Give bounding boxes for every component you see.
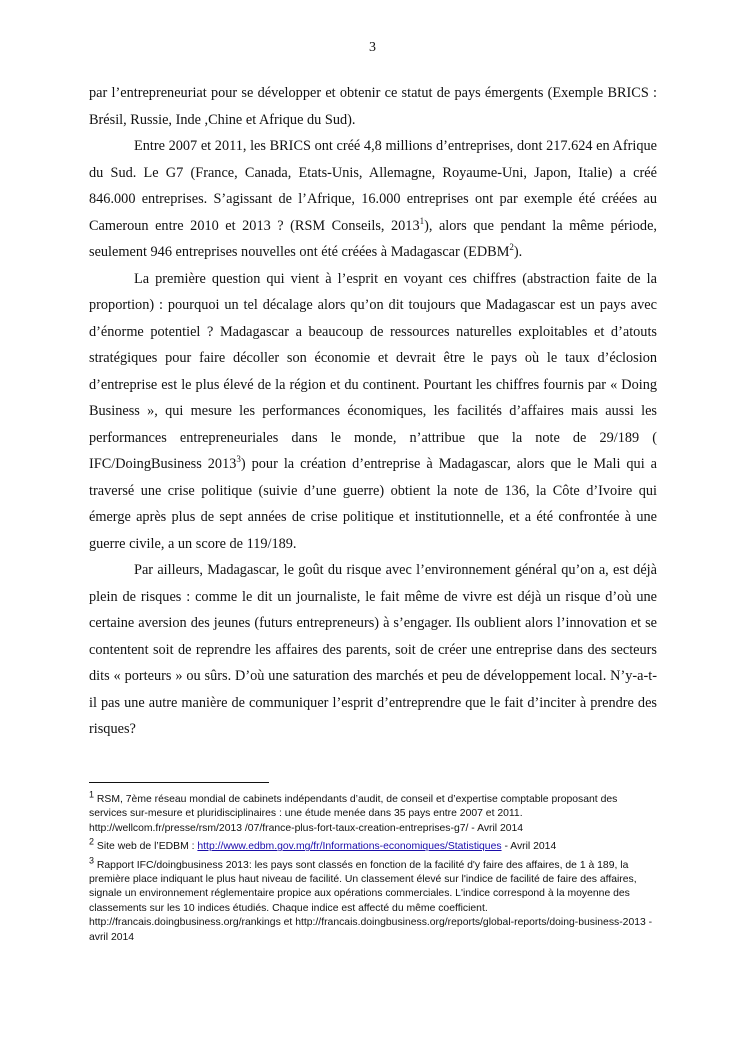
text-run: Rapport IFC/doingbusiness 2013: les pays sont classés en fonction de la facilité d'y faire des affaires, de 1 à 189, la première place indiquant le plus haut niveau de facilité. Un classement élevé sur l'indice de facilité de faire des affaires, signale un environnement réglementaire propice aux opérations commerciales. L'indice correspond à la moyenne des classements sur les 10 indices étudiés. Chaque indice est affecté du même coefficient. http://francais.doingbusiness.org/rankings et http://francais.doingbusiness.org/reports/global-reports/doing-business-2013 - avril 2014 — [89, 859, 653, 943]
footnote-link[interactable]: http://www.edbm.gov.mg/fr/Informations-economiques/Statistiques — [197, 841, 502, 853]
footnote — [89, 836, 657, 854]
text-run: ), alors que pendant la même période, seulement 946 entreprises nouvelles ont été créées à Madagascar (EDBM — [89, 217, 657, 260]
paragraph — [89, 266, 657, 558]
footnote-separator — [89, 782, 269, 783]
text-run: RSM, 7ème réseau mondial de cabinets indépendants d’audit, de conseil et d’expertise comptable proposant des services sur-mesure et pluridisciplinaires : une étude menée dans 35 pays entre 2007 et 2011. http://wellcom.fr/presse/rsm/2013 /07/france-plus-fort-taux-creation-entreprises-g7/ - Avril 2014 — [89, 794, 618, 834]
text-run: Site web de l’EDBM : — [94, 841, 198, 853]
footnote-number: 1 — [89, 789, 95, 800]
text-run: Entre 2007 et 2011, les BRICS ont créé 4,8 millions d’entreprises, dont 217.624 en Afrique du Sud. Le G7 (France, Canada, Etats-Unis, Allemagne, Royaume-Uni, Japon, Italie) a créé 846.000 entreprises. S’agissant de l’Afrique, 16.000 entreprises ont par exemple été créées au Cameroun entre 2010 et 2013 ? (RSM Conseils, 2013 — [89, 138, 657, 234]
text-run: La première question qui vient à l’esprit en voyant ces chiffres (abstraction faite de la proportion) : pourquoi un tel décalage alors qu’on dit toujours que Madagascar est un pays avec d’énorme potentiel ? Madagascar a beaucoup de ressources naturelles exploitables et d’atouts stratégiques pour faire décoller son économie et devrait être le pays où le taux d’éclosion d’entreprise est le plus élevé de la région et du continent. Pourtant les chiffres fournis par « Doing Business », qui mesure les performances économiques, les facilités d’affaires mais aussi les performances entrepreneuriales dans le monde, n’attribue que la note de 29/189 ( IFC/DoingBusiness 2013 — [89, 270, 657, 472]
text-run: - Avril 2014 — [501, 841, 557, 853]
footnotes — [89, 789, 657, 949]
paragraph — [89, 80, 657, 133]
text-run: ). — [513, 244, 523, 260]
body-text — [89, 80, 657, 743]
footnote-reference: 3 — [236, 454, 241, 465]
text-run: ) pour la création d’entreprise à Madagascar, alors que le Mali qui a traversé une crise politique (suivie d’une guerre) obtient la note de 136, la Côte d’Ivoire qui émerge après plus de sept années de crise politique et institutionnelle, et a été confrontée à une guerre civile, a un score de 119/189. — [89, 456, 658, 552]
text-run: Par ailleurs, Madagascar, le goût du risque avec l’environnement général qu’on a, est déjà plein de risques : comme le dit un journaliste, le fait même de vivre est déjà un risque d’où une certaine aversion des jeunes (futurs entrepreneurs) à s’engager. Ils oublient alors l’innovation et se contentent soit de reprendre les affaires des parents, soit de créer une entreprise dans des secteurs dits « porteurs » ou sûrs. D’où une saturation des marchés et peu de développement local. N’y-a-t-il pas une autre manière de communiquer l’esprit d’entreprendre que le fait d’inciter à prendre des risques? — [89, 562, 657, 737]
page-number: 3 — [369, 40, 376, 55]
paragraph — [89, 133, 657, 266]
footnote-number: 3 — [89, 855, 95, 866]
footnote-reference: 2 — [509, 242, 514, 253]
footnote-reference: 1 — [419, 215, 425, 226]
footnote — [89, 855, 657, 945]
text-run: par l’entrepreneuriat pour se développer et obtenir ce statut de pays émergents (Exemple BRICS : Brésil, Russie, Inde ,Chine et Afrique du Sud). — [89, 85, 657, 128]
footnote-number: 2 — [89, 836, 95, 847]
footnote — [89, 789, 657, 836]
paragraph — [89, 557, 657, 743]
